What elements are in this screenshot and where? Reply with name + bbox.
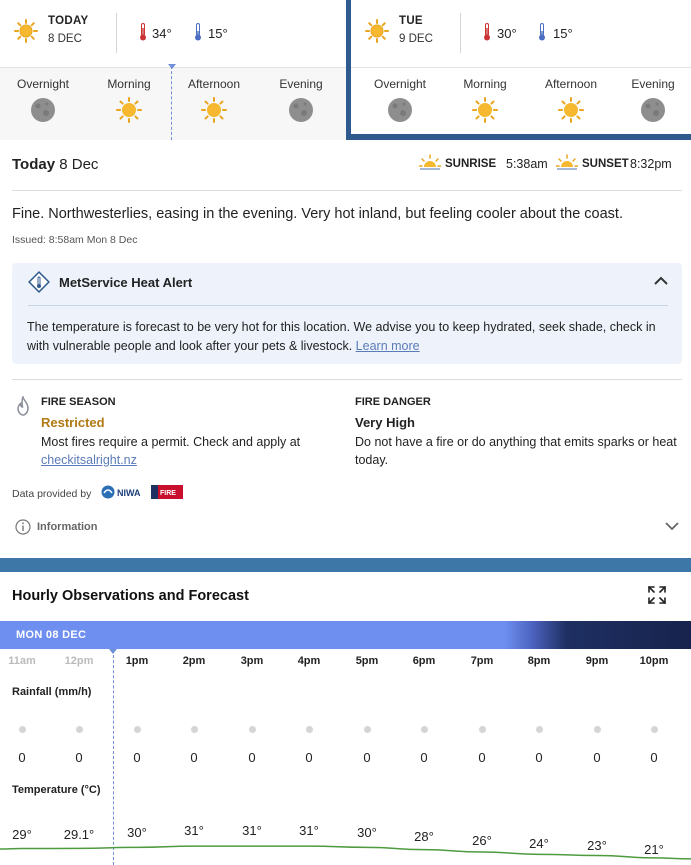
moon-icon	[29, 96, 57, 124]
sunset-time: 8:32pm	[630, 157, 672, 171]
divider	[12, 379, 682, 380]
rainfall-value: 0	[363, 750, 371, 765]
hour-label: 4pm	[297, 655, 321, 667]
temperature-value: 30°	[357, 825, 377, 840]
rainfall-dot	[594, 726, 601, 733]
temperature-value: 26°	[472, 833, 492, 848]
period-label: Evening	[279, 77, 323, 91]
hour-labels	[0, 655, 691, 669]
temperature-value: 29.1°	[63, 827, 95, 842]
period-overnight[interactable]	[0, 69, 86, 91]
sun-icon	[557, 96, 585, 124]
hour-label: 10pm	[639, 655, 669, 667]
hour-label: 5pm	[355, 655, 379, 667]
rainfall-dot	[651, 726, 658, 733]
thermometer-cold-icon	[194, 23, 202, 41]
fire-danger-value: Very High	[355, 415, 415, 430]
rainfall-value: 0	[305, 750, 313, 765]
temperature-label: Temperature (°C)	[12, 784, 101, 796]
rainfall-value: 0	[248, 750, 256, 765]
period-label: Morning	[107, 77, 151, 91]
rainfall-dot	[76, 726, 83, 733]
now-marker-arrow	[168, 64, 176, 69]
temperature-value: 24°	[529, 836, 549, 851]
rainfall-value: 0	[18, 750, 26, 765]
temp-high: 34°	[152, 26, 172, 41]
thermometer-cold-icon	[538, 23, 546, 41]
temperature-value: 31°	[184, 823, 204, 838]
heat-alert-text: The temperature is forecast to be very hot for this location. We advise you to keep hydrated, seek shade, check in with vulnerable people and look after your pets & livestock.	[27, 320, 656, 353]
rainfall-label: Rainfall (mm/h)	[12, 686, 92, 698]
rainfall-value: 0	[650, 750, 658, 765]
sun-icon	[115, 96, 143, 124]
period-morning[interactable]	[86, 69, 172, 91]
day-date: 9 DEC	[399, 33, 433, 45]
period-list	[351, 69, 691, 134]
period-label: Morning	[463, 77, 507, 91]
day-tiles	[0, 0, 691, 140]
rainfall-value: 0	[478, 750, 486, 765]
temp-high: 30°	[497, 26, 517, 41]
divider	[460, 13, 461, 53]
day-tile-today[interactable]	[0, 0, 346, 140]
period-label: Overnight	[16, 77, 70, 91]
period-evening[interactable]	[610, 69, 691, 91]
period-label: Afternoon	[544, 77, 598, 91]
sun-icon	[14, 19, 38, 43]
rainfall-dot	[306, 726, 313, 733]
temp-low: 15°	[208, 26, 228, 41]
period-list	[0, 69, 346, 134]
rainfall-dot	[421, 726, 428, 733]
date-band-label: MON 08 DEC	[16, 629, 87, 641]
hour-label: 1pm	[125, 655, 149, 667]
niwa-logo-text: NIWA	[117, 488, 141, 498]
rainfall-dot	[191, 726, 198, 733]
rainfall-value: 0	[593, 750, 601, 765]
rainfall-dot	[536, 726, 543, 733]
day-name: TUE	[399, 15, 423, 27]
rainfall-dot	[479, 726, 486, 733]
day-date: 8 DEC	[48, 33, 82, 45]
rainfall-dots	[0, 726, 691, 734]
niwa-logo	[101, 484, 145, 500]
hourly-title: Hourly Observations and Forecast	[12, 588, 249, 604]
fenz-logo-text: FIRE	[160, 490, 176, 497]
sunrise-label: SUNRISE	[445, 158, 497, 170]
moon-icon	[639, 96, 667, 124]
chevron-up-icon[interactable]	[654, 276, 668, 286]
sun-icon	[365, 19, 389, 43]
now-marker-line	[171, 66, 172, 140]
divider	[116, 13, 117, 53]
temperature-value: 23°	[587, 838, 607, 853]
issued-time: Issued: 8:58am Mon 8 Dec	[12, 234, 138, 246]
day-tile-header	[0, 0, 346, 68]
sun-icon	[200, 96, 228, 124]
fire-danger-description: Do not have a fire or do anything that emits sparks or heat today.	[355, 435, 677, 467]
day-tile-inner	[351, 0, 691, 134]
heat-alert-title: MetService Heat Alert	[59, 275, 193, 290]
learn-more-link[interactable]: Learn more	[355, 339, 420, 353]
heat-alert-body	[27, 318, 672, 356]
fire-season-description	[41, 433, 341, 469]
rainfall-dot	[364, 726, 371, 733]
thermometer-hot-icon	[483, 23, 491, 41]
fire-season-heading: FIRE SEASON	[41, 396, 116, 408]
thermometer-hot-icon	[139, 23, 147, 41]
moon-icon	[386, 96, 414, 124]
date-band	[0, 621, 691, 649]
fire-icon	[15, 396, 31, 416]
sunset-label: SUNSET	[582, 158, 629, 170]
period-label: Afternoon	[187, 77, 241, 91]
temperature-value: 21°	[644, 842, 664, 857]
data-provided-by: Data provided by	[12, 488, 92, 500]
hour-label: 11am	[8, 655, 36, 667]
day-tile-tue[interactable]	[346, 0, 691, 140]
hour-label: 12pm	[64, 655, 94, 667]
temperature-value: 31°	[242, 823, 262, 838]
hour-label: 3pm	[240, 655, 264, 667]
sun-icon	[471, 96, 499, 124]
moon-icon	[287, 96, 315, 124]
day-name: TODAY	[48, 15, 89, 27]
rainfall-value: 0	[420, 750, 428, 765]
fire-danger-heading: FIRE DANGER	[355, 396, 431, 408]
information-label[interactable]: Information	[37, 521, 98, 533]
info-icon	[15, 519, 31, 535]
period-morning[interactable]	[442, 69, 528, 91]
rainfall-value: 0	[535, 750, 543, 765]
hour-label: 6pm	[412, 655, 436, 667]
section-divider-bar	[0, 558, 691, 572]
temperature-chart	[0, 815, 691, 865]
period-evening[interactable]	[258, 69, 344, 91]
sunrise-time: 5:38am	[506, 157, 548, 171]
checkitsalright-link[interactable]: checkitsalright.nz	[41, 453, 137, 467]
temperature-value: 28°	[414, 829, 434, 844]
sunrise-icon	[419, 154, 441, 172]
hour-label: 9pm	[585, 655, 609, 667]
sunset-icon	[556, 154, 578, 172]
today-heading-bold: Today	[12, 156, 56, 173]
hour-label: 8pm	[527, 655, 551, 667]
hour-label: 7pm	[470, 655, 494, 667]
today-heading-date: 8 Dec	[59, 156, 99, 173]
fire-emergency-logo	[151, 484, 183, 500]
fire-season-text: Most fires require a permit. Check and apply at	[41, 435, 301, 449]
heat-alert	[12, 263, 682, 364]
rainfall-dot	[19, 726, 26, 733]
temperature-value: 31°	[299, 823, 319, 838]
fire-season-value: Restricted	[41, 415, 105, 430]
rainfall-value: 0	[75, 750, 83, 765]
temperature-value: 30°	[127, 825, 147, 840]
rainfall-dot	[249, 726, 256, 733]
expand-icon[interactable]	[648, 586, 666, 604]
temperature-value: 29°	[12, 827, 32, 842]
rainfall-values	[0, 750, 691, 766]
divider	[12, 190, 682, 191]
forecast-summary: Fine. Northwesterlies, easing in the evening. Very hot inland, but feeling cooler about the coast.	[12, 206, 623, 222]
sun-times	[419, 154, 681, 176]
today-heading	[12, 156, 98, 173]
rainfall-value: 0	[190, 750, 198, 765]
period-overnight[interactable]	[357, 69, 443, 91]
heat-alert-icon	[28, 271, 50, 293]
day-tile-header	[351, 0, 691, 68]
rainfall-dot	[134, 726, 141, 733]
period-afternoon[interactable]	[528, 69, 614, 91]
temp-low: 15°	[553, 26, 573, 41]
period-label: Overnight	[373, 77, 427, 91]
hour-label: 2pm	[182, 655, 206, 667]
chevron-down-icon[interactable]	[665, 521, 679, 531]
rainfall-value: 0	[133, 750, 141, 765]
period-afternoon[interactable]	[171, 69, 257, 91]
divider	[28, 305, 668, 306]
period-label: Evening	[631, 77, 675, 91]
